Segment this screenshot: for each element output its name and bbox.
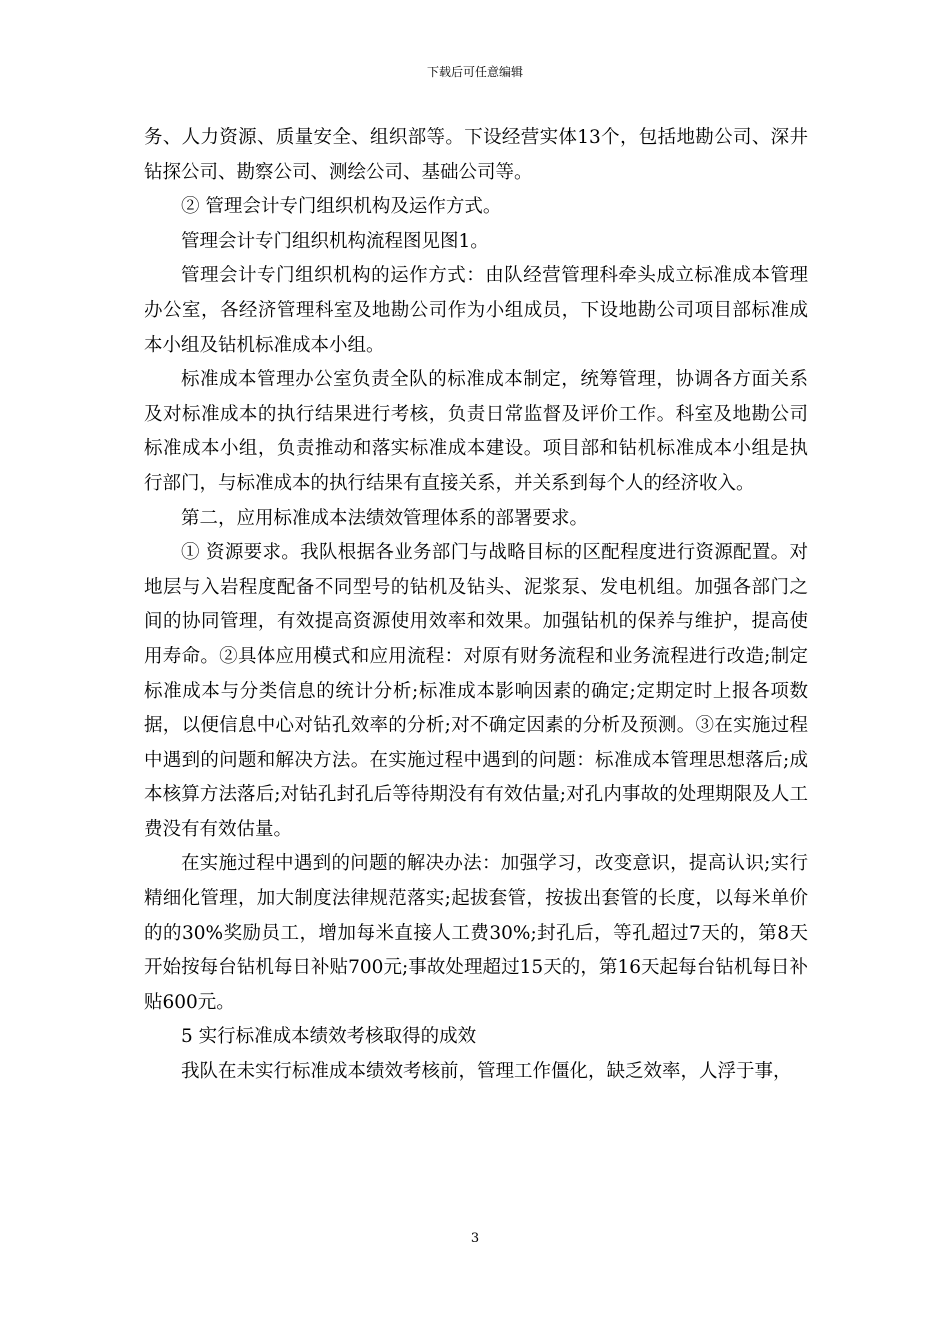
page-number: 3 (470, 1231, 480, 1246)
paragraph-4: 管理会计专门组织机构的运作方式：由队经营管理科牵头成立标准成本管理办公室，各经济管理科室及地勘公司作为小组成员，下设地勘公司项目部标准成本小组及钻机标准成本小组。 (144, 265, 808, 356)
paragraph-5: 标准成本管理办公室负责全队的标准成本制定，统筹管理，协调各方面关系及对标准成本的执行结果进行考核，负责日常监督及评价工作。科室及地勘公司标准成本小组，负责推动和落实标准成本建设。项目部和钻机标准成本小组是执行部门，与标准成本的执行结果有直接关系，并关系到每个人的经济收入。 (144, 369, 808, 494)
paragraph-10: 我队在未实行标准成本绩效考核前，管理工作僵化，缺乏效率，人浮于事， (181, 1061, 792, 1083)
paragraph-2: ② 管理会计专门组织机构及运作方式。 (181, 196, 502, 218)
paragraph-3: 管理会计专门组织机构流程图见图1。 (181, 230, 489, 252)
section-heading: 5 实行标准成本绩效考核取得的成效 (181, 1026, 477, 1048)
page-header: 下载后可任意编辑 (426, 65, 523, 79)
paragraph-1: 务、人力资源、质量安全、组织部等。下设经营实体13个，包括地勘公司、深井钻探公司、勘察公司、测绘公司、基础公司等。 (144, 127, 808, 183)
paragraph-8: 在实施过程中遇到的问题的解决办法：加强学习，改变意识，提高认识;实行精细化管理，加大制度法律规范落实;起拔套管，按拔出套管的长度，以每米单价的的30%奖励员工，增加每米直接人工费30%;封孔后，等孔超过7天的，第8天开始按每台钻机每日补贴700元;事故处理超过15天的，第16天起每台钻机每日补贴600元。 (144, 853, 808, 1013)
document-body (144, 121, 808, 1090)
paragraph-7: ① 资源要求。我队根据各业务部门与战略目标的区配程度进行资源配置。对地层与入岩程度配备不同型号的钻机及钻头、泥浆泵、发电机组。加强各部门之间的协同管理，有效提高资源使用效率和效果。加强钻机的保养与维护，提高使用寿命。②具体应用模式和应用流程：对原有财务流程和业务流程进行改造;制定标准成本与分类信息的统计分析;标准成本影响因素的确定;定期定时上报各项数据，以便信息中心对钻孔效率的分析;对不确定因素的分析及预测。③在实施过程中遇到的问题和解决方法。在实施过程中遇到的问题：标准成本管理思想落后;成本核算方法落后;对钻孔封孔后等待期没有有效估量;对孔内事故的处理期限及人工费没有有效估量。 (144, 542, 808, 840)
paragraph-6: 第二，应用标准成本法绩效管理体系的部署要求。 (181, 507, 589, 529)
